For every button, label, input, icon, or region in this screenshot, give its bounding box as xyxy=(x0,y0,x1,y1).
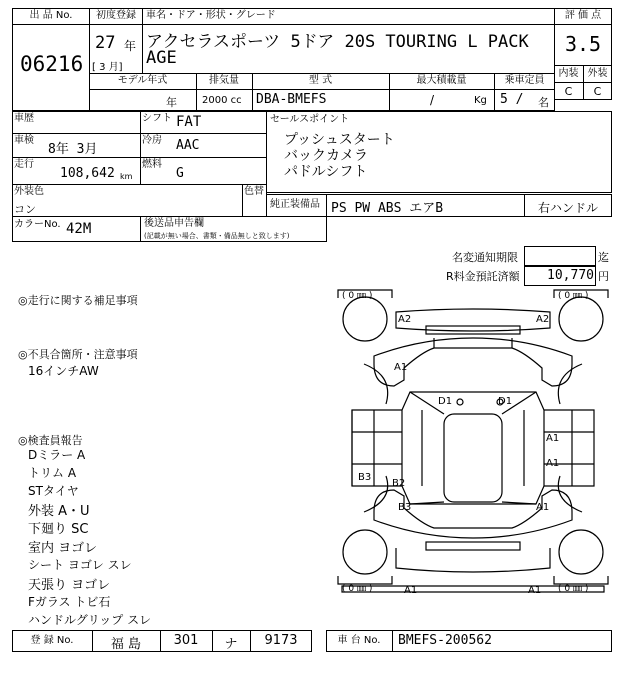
inspector-item: トリム A xyxy=(28,466,77,480)
rating-label: 評 価 点 xyxy=(564,10,602,21)
ac-label: 冷房 xyxy=(142,135,162,146)
chassis-number: BMEFS-200562 xyxy=(398,633,492,648)
selling-point-3: パドルシフト xyxy=(284,164,368,180)
name-change-unit: 迄 xyxy=(598,251,609,264)
color-number-label: カラーNo. xyxy=(14,219,61,230)
name-change-deadline-label: 名変通知期限 xyxy=(452,251,518,264)
driving-remarks-title: ◎走行に関する補足事項 xyxy=(18,294,138,307)
inspector-item: 下廻り SC xyxy=(28,522,89,537)
damage-mark: B3 xyxy=(358,472,372,483)
interior-label: 内装 xyxy=(558,68,579,79)
displacement-label: 排気量 xyxy=(209,75,239,86)
lot-number: 06216 xyxy=(20,52,84,76)
damage-mark: A1 xyxy=(546,433,560,444)
damage-mark: A2 xyxy=(398,314,412,325)
exterior-color: コン xyxy=(14,203,36,216)
registration-number: 9173 xyxy=(264,633,298,648)
equipment-label: 純正装備品 xyxy=(270,199,320,210)
inspector-report-title: ◎検査員報告 xyxy=(18,434,83,447)
interior-grade: C xyxy=(564,85,573,98)
model-year-unit: 年 xyxy=(166,96,177,109)
max-load-label: 最大積載量 xyxy=(416,75,467,86)
selling-points-label: セールスポイント xyxy=(270,114,350,125)
capacity: 5 / xyxy=(500,92,524,107)
car-grade-line2: AGE xyxy=(146,48,177,68)
chassis-label: 車 台 No. xyxy=(337,635,381,646)
defect-item: 16インチAW xyxy=(28,364,99,378)
fuel-label: 燃料 xyxy=(142,159,162,170)
damage-mark: B3 xyxy=(398,502,412,513)
shift-label: シフト xyxy=(142,113,172,124)
damage-mark: A1 xyxy=(404,585,418,596)
inspector-item: Fガラス トビ石 xyxy=(28,595,111,609)
year-unit: 年 xyxy=(124,39,137,53)
recycle-fee-label: R料金預託済額 xyxy=(446,270,520,283)
exterior-color-label: 外装色 xyxy=(14,186,44,197)
damage-mark: A1 xyxy=(546,458,560,469)
selling-point-2: バックカメラ xyxy=(284,148,368,164)
first-registration-label: 初度登録 xyxy=(96,10,136,21)
shift: FAT xyxy=(176,114,202,130)
mileage-unit: km xyxy=(120,172,133,181)
damage-mark: A2 xyxy=(536,314,550,325)
type-label: 型 式 xyxy=(308,75,333,86)
steering-position: 右ハンドル xyxy=(538,201,599,215)
name-change-deadline-box xyxy=(524,246,596,266)
tire-depth-front-right: ( 0 ㎜ ) xyxy=(558,291,589,301)
tire-depth-front-left: ( 0 ㎜ ) xyxy=(342,291,373,301)
damage-diagram xyxy=(334,286,612,630)
inspector-item: シート ヨゴレ スレ xyxy=(28,558,132,572)
inspector-item: 室内 ヨゴレ xyxy=(28,541,98,556)
mileage: 108,642 xyxy=(60,166,115,181)
type-code: DBA-BMEFS xyxy=(256,92,327,107)
capacity-label: 乗車定員 xyxy=(504,75,545,86)
inspection: 8年 3月 xyxy=(48,142,98,157)
first-registration-month: [ 3 月] xyxy=(92,62,123,73)
damage-mark: D1 xyxy=(498,396,513,407)
damage-mark: A1 xyxy=(528,585,542,596)
color-number: 42M xyxy=(66,221,92,237)
inspector-item: Dミラー A xyxy=(28,448,86,462)
damage-mark: A1 xyxy=(394,362,408,373)
car-name-label: 車名・ドア・形状・グレード xyxy=(146,10,276,21)
defects-title: ◎不具合箇所・注意事項 xyxy=(18,348,138,361)
load-unit: Kg xyxy=(474,95,487,106)
selling-point-1: プッシュスタート xyxy=(284,132,395,148)
model-year-label: モデル年式 xyxy=(117,75,168,86)
car-name: アクセラスポーツ 5ドア 20S TOURING L PACK xyxy=(146,32,529,52)
registration-region: 福 島 xyxy=(110,637,142,652)
first-registration-year: 27 xyxy=(95,33,116,53)
inspector-item: ハンドルグリップ スレ xyxy=(28,613,152,627)
exterior-grade: C xyxy=(593,85,602,98)
color-change-label: 色替 xyxy=(244,186,264,197)
displacement: 2000 cc xyxy=(202,95,242,106)
inspector-item: 外装 A・U xyxy=(28,504,90,519)
history-label: 車歴 xyxy=(14,113,34,124)
lot-number-label: 出 品 No. xyxy=(29,10,73,21)
overall-rating: 3.5 xyxy=(564,32,602,56)
tire-depth-rear-right: ( 0 ㎜ ) xyxy=(558,584,589,594)
registration-label: 登 録 No. xyxy=(30,635,74,646)
inspector-item: STタイヤ xyxy=(28,484,79,498)
equipment: PS PW ABS エアB xyxy=(331,201,444,216)
recycle-fee: 10,770 xyxy=(547,268,594,283)
damage-mark: B2 xyxy=(392,478,406,489)
post-documents-note: (記載が無い場合、書類・備品無しと致します) xyxy=(144,232,290,240)
inspection-label: 車検 xyxy=(14,135,34,146)
post-documents-label: 後送品申告欄 xyxy=(144,218,204,229)
inspector-item: 天張り ヨゴレ xyxy=(28,578,111,593)
damage-mark: A1 xyxy=(536,502,550,513)
registration-class: 301 xyxy=(173,633,199,648)
tire-depth-rear-left: ( 0 ㎜ ) xyxy=(342,584,373,594)
air-conditioning: AAC xyxy=(176,138,200,153)
max-load: / xyxy=(430,93,435,107)
recycle-fee-unit: 円 xyxy=(598,270,609,283)
mileage-label: 走行 xyxy=(14,159,34,170)
registration-kana: ナ xyxy=(224,637,238,652)
exterior-label: 外装 xyxy=(587,68,608,79)
damage-mark: D1 xyxy=(438,396,453,407)
fuel: G xyxy=(176,166,184,181)
capacity-unit: 名 xyxy=(538,96,549,109)
